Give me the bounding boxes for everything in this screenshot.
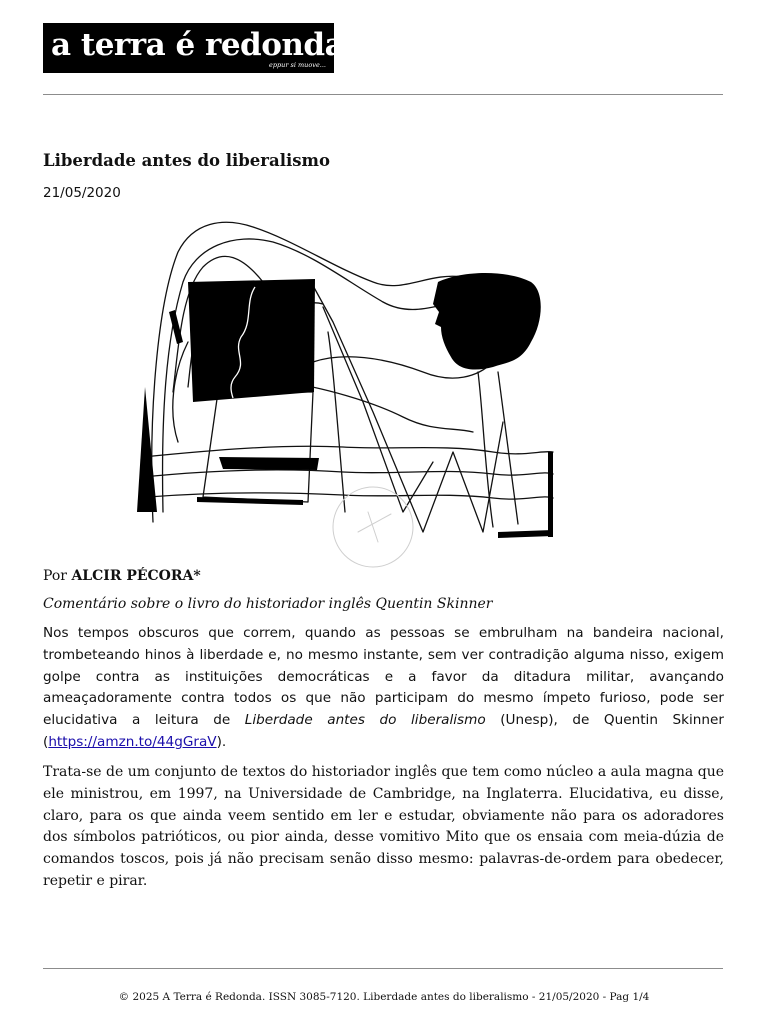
paragraph-2: Trata-se de um conjunto de textos do historiador inglês que tem como núcleo a aula magna que ele ministrou, em 1997, na Universidade de Cambridge, na Inglaterra. Elucidativa, eu disse, claro, para os que ainda veem sentido em ler e estudar, obviamente não para os adoradores dos símbolos patrióticos, ou pior ainda, desse vomitivo Mito que os ensaia com meia-dúzia de comandos toscos, pois já não precisam senão disso mesmo: palavras-de-ordem para obedecer, repetir e pirar. — [43, 764, 724, 889]
site-logo[interactable] — [43, 23, 345, 73]
article-subtitle: Comentário sobre o livro do historiador inglês Quentin Skinner — [43, 596, 493, 612]
logo-text: a terra é redonda — [51, 27, 345, 63]
header-divider — [43, 94, 723, 95]
article-illustration — [133, 212, 559, 572]
article-title: Liberdade antes do liberalismo — [43, 151, 330, 170]
author-name: ALCIR PÉCORA* — [71, 568, 201, 584]
page-footer: © 2025 A Terra é Redonda. ISSN 3085-7120. Liberdade antes do liberalismo - 21/05/2020 - Pag 1/4 — [118, 991, 650, 1003]
paragraph-1-text-after: ). — [216, 733, 227, 750]
byline-prefix: Por — [43, 568, 67, 584]
footer-divider — [43, 968, 723, 969]
book-title: Liberdade antes do liberalismo — [244, 712, 486, 729]
paragraph-1-text-before: Nos tempos obscuros que correm, quando as pessoas se embrulham na bandeira nacional, trombeteando hinos à liberdade e, no mesmo instante, sem ver contradição alguma nisso, exigem golpe contra as instituições democráticas e a favor da ditadura militar, avançando ameaçadoramente contra todos os que não participam do mesmo ímpeto furioso, pode ser elucidativa a leitura de — [43, 625, 724, 729]
paragraph-1-text-middle: (Unesp), de Quentin Skinner ( — [43, 712, 724, 750]
logo-tagline: eppur si muove... — [269, 61, 326, 69]
amazon-link[interactable]: https://amzn.to/44gGraV — [48, 733, 217, 750]
paragraph-1 — [43, 623, 724, 754]
article-date: 21/05/2020 — [43, 185, 121, 201]
byline — [43, 566, 201, 586]
